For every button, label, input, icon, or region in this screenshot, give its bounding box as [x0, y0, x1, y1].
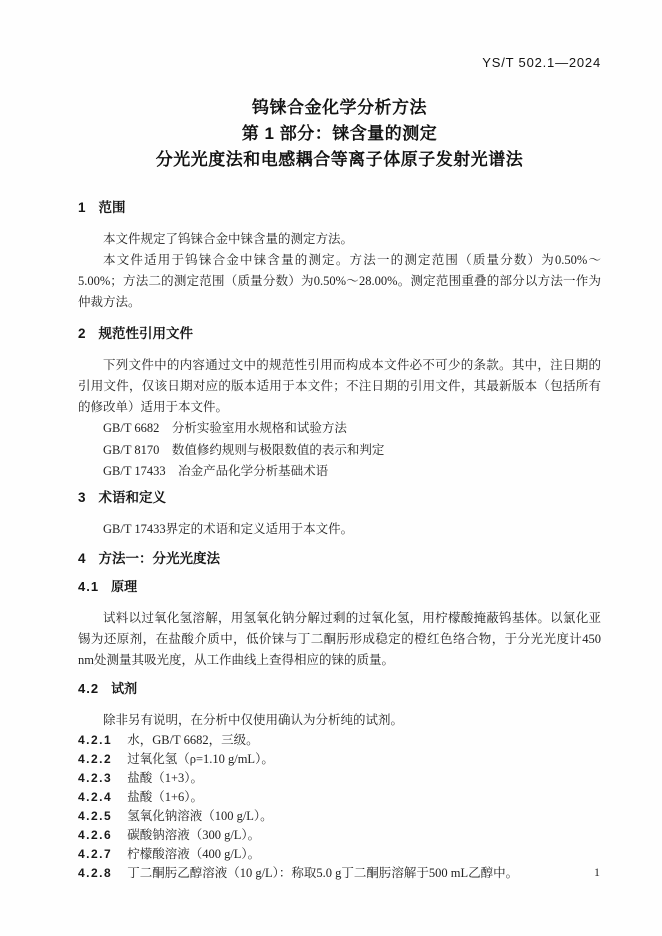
reagent-clause — [78, 826, 601, 845]
clause-text: 丁二酮肟乙醇溶液（10 g/L）：称取5.0 g丁二酮肟溶解于500 mL乙醇中。 — [127, 865, 519, 880]
doc-title — [78, 95, 601, 173]
reagent-clause — [78, 750, 601, 769]
section-heading-method-one — [78, 550, 601, 567]
clause-number: 4.2.2 — [78, 751, 113, 766]
subsection-title: 试剂 — [111, 680, 138, 696]
section-number: 1 — [78, 200, 87, 215]
reagents-intro-paragraph: 除非另有说明，在分析中仅使用确认为分析纯的试剂。 — [103, 712, 404, 727]
clause-text: 碳酸钠溶液（300 g/L）。 — [127, 827, 261, 842]
title-line-1: 钨铼合金化学分析方法 — [252, 98, 427, 117]
section-heading-scope — [78, 199, 601, 216]
reagent-clause — [78, 807, 601, 826]
reagent-clause — [78, 769, 601, 788]
reagent-clause — [78, 731, 601, 750]
reagent-clause — [78, 788, 601, 807]
page-number: 1 — [594, 865, 600, 879]
section-number: 3 — [78, 489, 87, 505]
section-title: 方法一：分光光度法 — [98, 550, 221, 566]
subsection-heading-principle — [78, 578, 601, 595]
clause-number: 4.2.8 — [78, 865, 113, 880]
reference-item: GB/T 17433 冶金产品化学分析基础术语 — [103, 464, 329, 478]
subsection-number: 4.2 — [78, 680, 100, 696]
section-heading-normative-references — [78, 325, 601, 342]
reference-item: GB/T 8170 数值修约规则与极限数值的表示和判定 — [103, 442, 385, 457]
references-intro-paragraph: 下列文件中的内容通过文中的规范性引用而构成本文件必不可少的条款。其中，注日期的引用文件，仅该日期对应的版本适用于本文件；不注日期的引用文件，其最新版本（包括所有的修改单）适用于本文件。 — [78, 358, 601, 414]
reference-list — [78, 418, 601, 483]
clause-text: 氢氧化钠溶液（100 g/L）。 — [127, 808, 273, 823]
reagent-clause — [78, 864, 601, 883]
scope-paragraph-2: 本文件适用于钨铼合金中铼含量的测定。方法一的测定范围（质量分数）为0.50%～5.00%；方法二的测定范围（质量分数）为0.50%～28.00%。测定范围重叠的部分以方法一作为仲裁方法。 — [78, 253, 601, 309]
section-heading-terms — [78, 489, 601, 506]
subsection-title: 原理 — [111, 578, 138, 594]
standard-number: YS/T 502.1—2024 — [482, 55, 601, 70]
reagent-clause-list — [78, 731, 601, 883]
clause-number: 4.2.3 — [78, 770, 113, 785]
clause-number: 4.2.7 — [78, 846, 113, 861]
clause-number: 4.2.1 — [78, 732, 113, 747]
clause-text: 过氧化氢（ρ=1.10 g/mL）。 — [127, 751, 274, 766]
reference-item: GB/T 6682 分析实验室用水规格和试验方法 — [103, 421, 347, 435]
clause-number: 4.2.6 — [78, 827, 113, 842]
subsection-heading-reagents — [78, 680, 601, 697]
section-number: 4 — [78, 550, 87, 566]
section-title: 术语和定义 — [98, 489, 167, 505]
clause-text: 柠檬酸溶液（400 g/L）。 — [127, 846, 261, 861]
doc-header — [78, 55, 601, 71]
title-line-3: 分光光度法和电感耦合等离子体原子发射光谱法 — [155, 150, 524, 169]
clause-number: 4.2.4 — [78, 789, 113, 804]
clause-text: 盐酸（1+6）。 — [127, 789, 204, 804]
clause-number: 4.2.5 — [78, 808, 113, 823]
principle-paragraph: 试料以过氧化氢溶解，用氢氧化钠分解过剩的过氧化氢，用柠檬酸掩蔽钨基体。以氯化亚锡为还原剂，在盐酸介质中，低价铼与丁二酮肟形成稳定的橙红色络合物，于分光光度计450 nm处测量其吸光度，从工作曲线上查得相应的铼的质量。 — [78, 610, 601, 667]
section-number: 2 — [78, 326, 87, 341]
section-title: 范围 — [98, 200, 126, 215]
subsection-number: 4.1 — [78, 578, 100, 594]
clause-text: 水，GB/T 6682，三级。 — [127, 732, 259, 747]
terms-paragraph: GB/T 17433界定的术语和定义适用于本文件。 — [103, 521, 354, 536]
clause-text: 盐酸（1+3）。 — [127, 770, 204, 785]
title-line-2: 第 1 部分：铼含量的测定 — [241, 124, 438, 143]
section-title: 规范性引用文件 — [98, 326, 194, 341]
reagent-clause — [78, 845, 601, 864]
scope-paragraph-1: 本文件规定了钨铼合金中铼含量的测定方法。 — [103, 232, 354, 246]
